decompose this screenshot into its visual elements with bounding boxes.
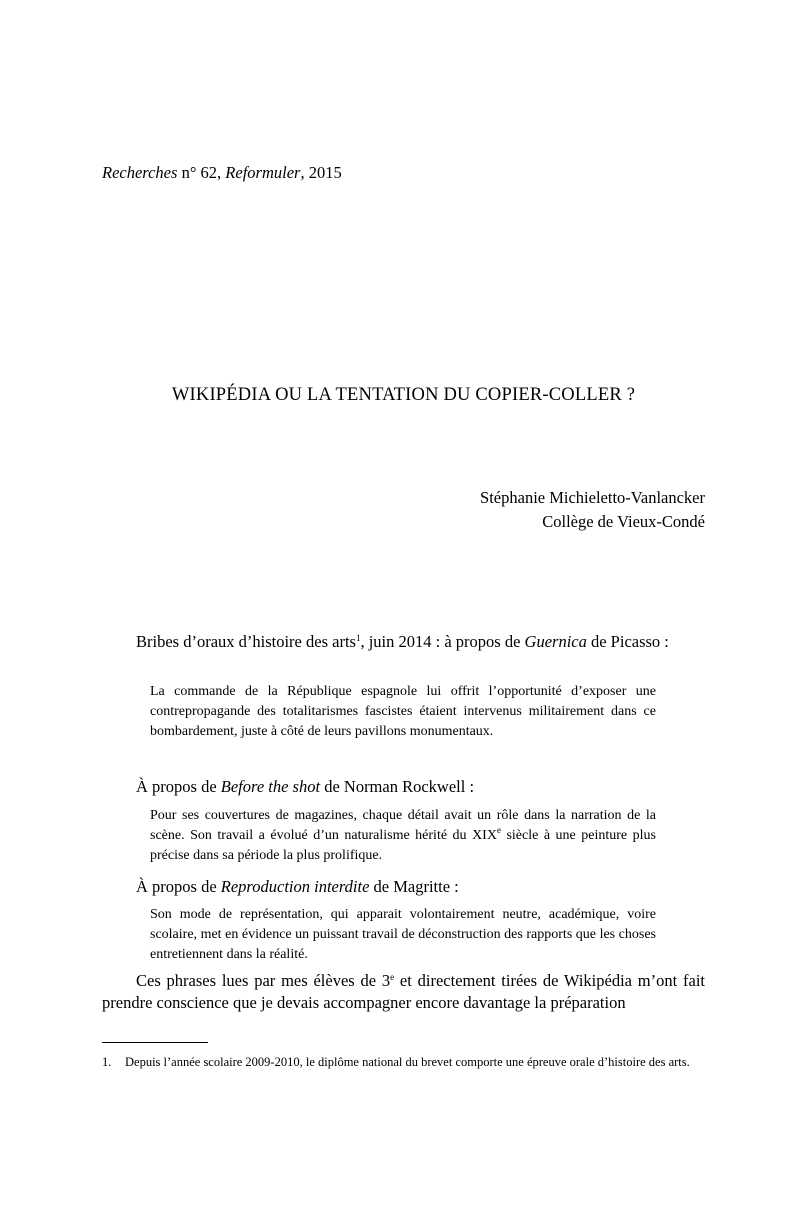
superscript-e: e: [496, 825, 501, 835]
quote-magritte: Son mode de représentation, qui apparait volontairement neutre, académique, voire scolaire, met en évidence un puissant travail de déconstruction des rapports que les choses entretiennent dans la réalité.: [150, 907, 656, 962]
quote-text: Pour ses couvertures de magazines, chaque détail avait un rôle dans la narration de la scène. Son travail a évolué d’un naturalisme hérité du XIX: [150, 808, 656, 843]
author-block: [480, 486, 705, 534]
work-title-guernica: Guernica: [524, 632, 587, 651]
about-magritte: [136, 876, 706, 898]
about-text: À propos de: [136, 777, 221, 796]
footnote-divider: [102, 1042, 208, 1043]
superscript-e: e: [390, 972, 395, 982]
quote-guernica: La commande de la République espagnole lui offrit l’opportunité d’exposer une contrepropagande des totalitarismes fascistes étaient intervenus militairement dans ce bombardement, juste à côté de leurs pavillons monumentaux.: [150, 684, 656, 739]
footnote-ref[interactable]: 1: [355, 633, 361, 643]
article-title: WIKIPÉDIA OU LA TENTATION DU COPIER-COLLER ?: [171, 385, 636, 405]
author-name: Stéphanie Michieletto-Vanlancker: [480, 488, 705, 507]
conclusion-text-after: et directement tirées de Wikipédia m’ont fait prendre conscience que je devais accompagner encore davantage la préparation: [102, 971, 705, 1012]
quote-rockwell: [150, 806, 656, 866]
work-title-reproduction-interdite: Reproduction interdite: [220, 877, 370, 896]
journal-header: [102, 163, 342, 183]
journal-year: , 2015: [300, 163, 342, 182]
about-rockwell: [136, 776, 706, 798]
about-text: À propos de: [136, 877, 221, 896]
issue-title: Reformuler: [225, 163, 301, 182]
journal-name: Recherches: [102, 163, 178, 182]
work-title-before-the-shot: Before the shot: [220, 777, 321, 796]
quote-text-after: siècle à une peinture plus précise dans sa période la plus prolifique.: [150, 828, 656, 863]
about-text-after: de Norman Rockwell :: [320, 777, 475, 796]
intro-text: Bribes d’oraux d’histoire des arts: [136, 632, 356, 651]
intro-text-after: de Picasso :: [586, 632, 669, 651]
author-affiliation: Collège de Vieux-Condé: [542, 512, 705, 531]
intro-paragraph: [102, 631, 705, 653]
footnote-number: 1.: [102, 1055, 112, 1069]
intro-text-middle: , juin 2014 : à propos de: [360, 632, 525, 651]
conclusion-paragraph: [102, 970, 705, 1013]
footnote: [102, 1054, 705, 1071]
conclusion-text: Ces phrases lues par mes élèves de 3: [136, 971, 391, 990]
journal-number: n° 62,: [177, 163, 226, 182]
about-text-after: de Magritte :: [369, 877, 459, 896]
footnote-text: Depuis l’année scolaire 2009-2010, le diplôme national du brevet comporte une épreuve orale d’histoire des arts.: [125, 1055, 690, 1069]
